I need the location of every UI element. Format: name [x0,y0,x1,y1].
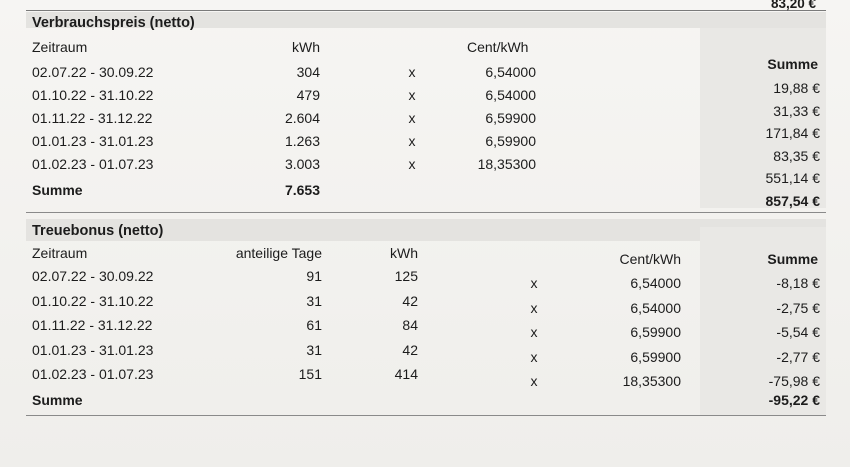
section-divider [26,212,826,213]
consumption-section [26,12,826,208]
consumption-title: Verbrauchspreis (netto) [32,15,195,31]
cent-cell: 18,35300 [477,156,536,172]
multiply-sign: x [408,64,416,80]
top-rule [26,10,826,11]
bonus-multiply-sign: x [530,299,538,316]
period-cell: 01.11.22 - 31.12.22 [32,110,153,126]
multiply-sign: x [408,156,416,172]
consumption-title-row [26,15,826,37]
period-cell: 01.10.22 - 31.10.22 [32,87,154,103]
bonus-sum-cell: -8,18 € [776,275,820,291]
bonus-period-cell: 01.02.23 - 01.07.23 [32,366,154,382]
cent-cell: 6,59900 [485,133,536,149]
bonus-cent-cell: 6,59900 [630,348,681,365]
bonus-total-label: Summe [32,392,83,408]
bonus-period-cell: 02.07.22 - 30.09.22 [32,268,154,284]
period-cell: 01.01.23 - 31.01.23 [32,133,154,149]
bonus-kwh-cell: 125 [394,268,418,284]
bonus-total-row [26,392,826,414]
header-cent: Cent/kWh [467,39,529,55]
bonus-multiply-sign: x [530,348,538,365]
bonus-days-cell: 31 [306,341,322,358]
bonus-multiply-sign: x [530,373,538,389]
bonus-period-cell: 01.10.22 - 31.10.22 [32,292,154,309]
multiply-sign: x [408,110,416,126]
bonus-header-kwh: kWh [390,245,418,261]
previous-total: 83,20 € [770,0,816,11]
bonus-multiply-sign: x [530,275,538,291]
sum-cell: 551,14 € [765,170,820,186]
bonus-days-cell: 61 [306,317,322,333]
sum-cell: 31,33 € [773,102,820,119]
bonus-days-cell: 31 [306,292,322,309]
bonus-kwh-cell: 42 [402,292,418,309]
bonus-title-row [26,223,826,245]
total-kwh: 7.653 [284,182,320,198]
consumption-sum-row [26,170,826,192]
bonus-header-cent: Cent/kWh [619,251,681,267]
sum-cell: 19,88 € [773,80,820,96]
bonus-header-sum: Summe [767,251,818,267]
header-sum: Summe [767,56,818,72]
bonus-cent-cell: 6,59900 [630,324,681,340]
kwh-cell: 1.263 [284,133,320,149]
bonus-kwh-cell: 414 [394,366,418,382]
bonus-cent-cell: 6,54000 [630,299,681,316]
bonus-period-cell: 01.11.22 - 31.12.22 [32,317,153,333]
bonus-sum-cell: -2,75 € [776,299,820,316]
bonus-sum-cell: -75,98 € [768,373,820,389]
kwh-cell: 304 [296,64,320,80]
cent-cell: 6,59900 [485,110,536,126]
bonus-cent-cell: 18,35300 [622,373,681,389]
multiply-sign: x [408,133,416,149]
sum-cell: 171,84 € [765,125,820,141]
bottom-rule [26,415,826,416]
bonus-days-cell: 91 [306,268,322,284]
bonus-section [26,219,826,415]
header-period: Zeitraum [32,39,88,55]
kwh-cell: 479 [296,87,320,103]
kwh-cell: 3.003 [284,156,320,172]
total-label: Summe [32,182,83,198]
header-kwh: kWh [292,39,320,55]
bonus-header-days: anteilige Tage [235,245,322,261]
bonus-rate-row [26,373,826,395]
period-cell: 02.07.22 - 30.09.22 [32,64,154,80]
kwh-cell: 2.604 [284,110,320,126]
bonus-total-sum: -95,22 € [768,392,820,408]
bonus-period-cell: 01.01.23 - 31.01.23 [32,341,154,358]
bonus-header-period: Zeitraum [32,245,88,261]
bonus-sum-cell: -5,54 € [776,324,820,340]
bonus-sum-cell: -2,77 € [776,348,820,365]
bonus-kwh-cell: 84 [402,317,418,333]
cent-cell: 6,54000 [485,87,536,103]
bonus-days-cell: 151 [298,366,322,382]
cent-cell: 6,54000 [485,64,536,80]
period-cell: 01.02.23 - 01.07.23 [32,156,154,172]
bonus-cent-cell: 6,54000 [630,275,681,291]
sum-cell: 83,35 € [773,147,820,164]
multiply-sign: x [408,87,416,103]
bonus-multiply-sign: x [530,324,538,340]
bonus-kwh-cell: 42 [402,341,418,358]
bonus-title: Treuebonus (netto) [32,223,164,239]
total-sum: 857,54 € [765,193,820,209]
